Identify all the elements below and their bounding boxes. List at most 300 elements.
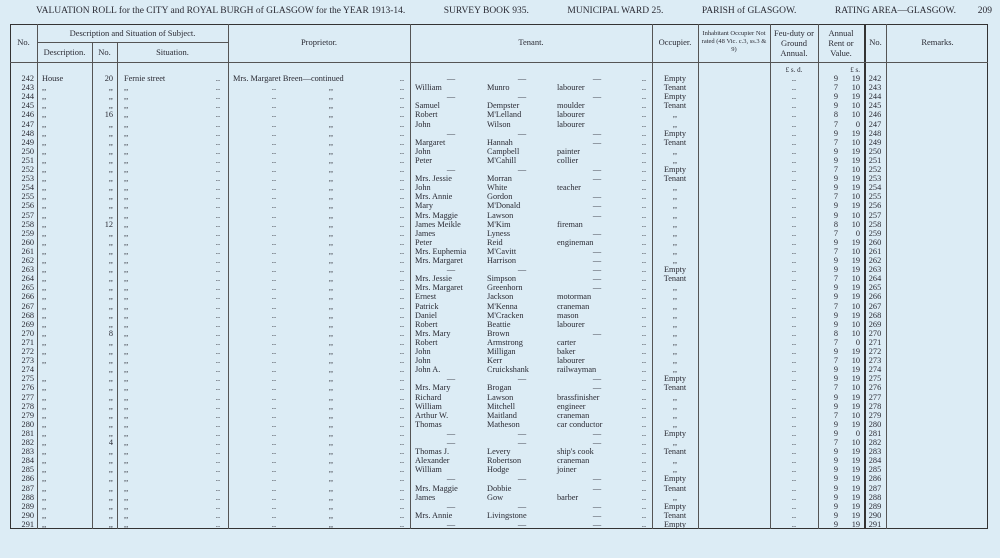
row-description: ,, xyxy=(42,283,47,293)
rent-shillings: 19 xyxy=(851,183,860,193)
tenant-end-dots: .. xyxy=(641,292,647,302)
header-tenant: Tenant. xyxy=(518,37,544,47)
tenant-first-name: Mrs. Euphemia xyxy=(415,246,467,256)
situation-dots: .. xyxy=(215,265,221,275)
row-number-right: 270 xyxy=(868,328,882,338)
row-street-number: ,, xyxy=(108,256,113,265)
proprietor-ditto: ,, xyxy=(328,438,334,447)
column-divider xyxy=(770,24,771,529)
row-occupier: ,, xyxy=(672,210,678,220)
tenant-first-name: John A. xyxy=(415,365,441,375)
row-number-right: 272 xyxy=(868,347,882,356)
row-number-right: 254 xyxy=(868,183,882,193)
tenant-surname: — xyxy=(517,128,527,138)
tenant-surname: Milligan xyxy=(487,347,516,356)
row-occupier: ,, xyxy=(672,438,678,447)
tenant-occupation: — xyxy=(592,328,602,338)
row-situation: ,, xyxy=(124,246,129,256)
row-description: ,, xyxy=(42,474,47,484)
proprietor-end-dots: .. xyxy=(399,246,405,256)
rent-pounds: 9 xyxy=(833,456,838,466)
rent-pounds: 7 xyxy=(833,383,838,393)
proprietor-dots: .. xyxy=(271,110,277,120)
rent-pounds: 7 xyxy=(833,337,838,347)
tenant-first-name: Robert xyxy=(415,337,438,347)
row-description: ,, xyxy=(42,410,47,420)
situation-dots: .. xyxy=(215,74,221,83)
proprietor-dots: .. xyxy=(271,174,277,184)
row-description: ,, xyxy=(42,428,47,438)
feu-dots: .. xyxy=(791,246,797,256)
rent-pounds: 9 xyxy=(833,292,838,302)
feu-dots: .. xyxy=(791,165,797,174)
row-number-right: 256 xyxy=(868,201,882,211)
rent-shillings: 19 xyxy=(851,501,860,511)
rent-pounds: 8 xyxy=(833,219,838,229)
row-situation: ,, xyxy=(124,456,129,466)
row-description: ,, xyxy=(42,392,47,402)
row-street-number: ,, xyxy=(108,456,113,466)
tenant-occupation: — xyxy=(592,428,602,438)
row-situation: ,, xyxy=(124,146,129,156)
row-number-right: 275 xyxy=(868,374,882,384)
proprietor-ditto: ,, xyxy=(328,265,334,275)
page-number: 209 xyxy=(977,6,992,16)
tenant-occupation: — xyxy=(592,201,602,211)
feu-dots: .. xyxy=(791,219,797,229)
situation-dots: .. xyxy=(215,410,221,420)
rent-shillings: 10 xyxy=(851,137,860,147)
rent-pounds: 9 xyxy=(833,92,838,102)
tenant-surname: Gordon xyxy=(487,192,513,202)
rent-pounds: 8 xyxy=(833,110,838,120)
header-description-group: Description and Situation of Subject. xyxy=(69,28,196,38)
row-occupier: ,, xyxy=(672,237,678,247)
row-street-number: ,, xyxy=(108,155,113,165)
tenant-occupation: joiner xyxy=(557,465,577,475)
proprietor-end-dots: .. xyxy=(399,256,405,265)
tenant-end-dots: .. xyxy=(641,174,647,184)
tenant-end-dots: .. xyxy=(641,219,647,229)
feu-dots: .. xyxy=(791,256,797,265)
feu-dots: .. xyxy=(791,501,797,511)
row-street-number: ,, xyxy=(108,174,113,184)
feu-dots: .. xyxy=(791,237,797,247)
tenant-first-name: Richard xyxy=(415,392,442,402)
proprietor-end-dots: .. xyxy=(399,419,405,429)
proprietor-ditto: ,, xyxy=(328,419,334,429)
tenant-end-dots: .. xyxy=(641,83,647,93)
title-survey-book: SURVEY BOOK 935. xyxy=(443,6,529,16)
proprietor-dots: .. xyxy=(271,392,277,402)
proprietor-end-dots: .. xyxy=(399,383,405,393)
tenant-surname: Hannah xyxy=(487,137,513,147)
tenant-first-name: Mrs. Maggie xyxy=(415,483,458,493)
feu-dots: .. xyxy=(791,374,797,384)
tenant-first-name: Mrs. Annie xyxy=(415,510,453,520)
situation-dots: .. xyxy=(215,301,221,311)
tenant-occupation: ship's cook xyxy=(557,447,594,457)
tenant-occupation: labourer xyxy=(557,110,585,120)
feu-dots: .. xyxy=(791,383,797,393)
feu-dots: .. xyxy=(791,137,797,147)
proprietor-end-dots: .. xyxy=(399,92,405,102)
rent-shillings: 19 xyxy=(851,174,860,184)
tenant-occupation: — xyxy=(592,483,602,493)
tenant-occupation: fireman xyxy=(557,219,583,229)
row-number: 255 xyxy=(21,192,34,202)
title-rating-area: RATING AREA—GLASGOW. xyxy=(834,6,956,16)
row-situation: ,, xyxy=(124,319,129,329)
rent-pounds: 7 xyxy=(833,192,838,202)
row-number-right: 288 xyxy=(868,492,882,502)
situation-dots: .. xyxy=(215,92,221,102)
column-divider xyxy=(37,24,38,529)
tenant-surname: — xyxy=(517,428,527,438)
row-description: ,, xyxy=(42,447,47,457)
row-number: 243 xyxy=(21,83,34,93)
header-feu-duty: Feu-duty or Ground Annual. xyxy=(774,28,814,58)
row-number-right: 247 xyxy=(868,119,882,129)
row-description: ,, xyxy=(42,256,47,265)
row-occupier: ,, xyxy=(672,219,678,229)
proprietor-dots: .. xyxy=(271,83,277,93)
tenant-surname: — xyxy=(517,474,527,484)
rent-shillings: 10 xyxy=(851,410,860,420)
row-number: 264 xyxy=(21,274,34,284)
tenant-first-name: Mrs. Margaret xyxy=(415,256,463,265)
row-street-number: ,, xyxy=(108,283,113,293)
tenant-occupation: — xyxy=(592,256,602,265)
row-description: ,, xyxy=(42,301,47,311)
proprietor-ditto: ,, xyxy=(328,219,334,229)
proprietor-end-dots: .. xyxy=(399,274,405,284)
row-description: ,, xyxy=(42,465,47,475)
row-description: ,, xyxy=(42,438,47,447)
situation-dots: .. xyxy=(215,447,221,457)
row-occupier: ,, xyxy=(672,228,678,238)
tenant-occupation: motorman xyxy=(557,292,592,302)
proprietor-ditto: ,, xyxy=(328,137,334,147)
feu-dots: .. xyxy=(791,146,797,156)
row-description: ,, xyxy=(42,146,47,156)
feu-dots: .. xyxy=(791,265,797,275)
row-occupier: ,, xyxy=(672,401,678,411)
feu-dots: .. xyxy=(791,474,797,484)
rent-shillings: 10 xyxy=(851,274,860,284)
tenant-occupation: craneman xyxy=(557,301,590,311)
row-situation: ,, xyxy=(124,192,129,202)
proprietor-end-dots: .. xyxy=(399,228,405,238)
row-number: 290 xyxy=(21,510,34,520)
row-number: 291 xyxy=(21,519,34,529)
rent-shillings: 19 xyxy=(851,401,860,411)
tenant-end-dots: .. xyxy=(641,210,647,220)
tenant-first-name: Daniel xyxy=(415,310,438,320)
row-description: ,, xyxy=(42,310,47,320)
tenant-surname: Hodge xyxy=(487,465,510,475)
row-number: 267 xyxy=(21,301,34,311)
tenant-occupation: — xyxy=(592,92,602,102)
proprietor-dots: .. xyxy=(271,92,277,102)
row-situation: ,, xyxy=(124,237,129,247)
proprietor-ditto: ,, xyxy=(328,428,334,438)
situation-dots: .. xyxy=(215,228,221,238)
proprietor-end-dots: .. xyxy=(399,347,405,356)
tenant-first-name: Mrs. Mary xyxy=(415,383,451,393)
tenant-end-dots: .. xyxy=(641,274,647,284)
row-situation: ,, xyxy=(124,401,129,411)
rent-shillings: 19 xyxy=(851,92,860,102)
proprietor-end-dots: .. xyxy=(399,474,405,484)
tenant-end-dots: .. xyxy=(641,428,647,438)
situation-dots: .. xyxy=(215,183,221,193)
row-street-number: ,, xyxy=(108,210,113,220)
proprietor-end-dots: .. xyxy=(399,310,405,320)
row-situation: ,, xyxy=(124,119,129,129)
row-situation: ,, xyxy=(124,256,129,265)
rent-shillings: 19 xyxy=(851,310,860,320)
rent-shillings: 19 xyxy=(851,392,860,402)
row-situation: ,, xyxy=(124,228,129,238)
tenant-end-dots: .. xyxy=(641,510,647,520)
row-number: 260 xyxy=(21,237,34,247)
proprietor-end-dots: .. xyxy=(399,374,405,384)
row-description: ,, xyxy=(42,374,47,384)
proprietor-ditto: ,, xyxy=(328,310,334,320)
proprietor-dots: .. xyxy=(271,292,277,302)
row-street-number: ,, xyxy=(108,246,113,256)
row-situation: ,, xyxy=(124,155,129,165)
row-description: House xyxy=(42,74,64,83)
header-inhabitant-occupier: Inhabitant Occupier Not rated (48 Vic. c.3, ss.3 & 9) xyxy=(701,30,767,53)
proprietor-end-dots: .. xyxy=(399,510,405,520)
proprietor-ditto: ,, xyxy=(328,392,334,402)
row-number-right: 278 xyxy=(868,401,882,411)
proprietor-dots: .. xyxy=(271,356,277,366)
tenant-surname: — xyxy=(517,501,527,511)
row-situation: ,, xyxy=(124,465,129,475)
rent-pounds: 9 xyxy=(833,256,838,265)
row-description: ,, xyxy=(42,501,47,511)
row-street-number: ,, xyxy=(108,383,113,393)
feu-dots: .. xyxy=(791,483,797,493)
situation-dots: .. xyxy=(215,365,221,375)
header-no: No. xyxy=(17,37,30,47)
tenant-first-name: — xyxy=(446,128,456,138)
proprietor-end-dots: .. xyxy=(399,465,405,475)
proprietor-end-dots: .. xyxy=(399,401,405,411)
tenant-end-dots: .. xyxy=(641,165,647,174)
rent-shillings: 19 xyxy=(851,365,860,375)
tenant-occupation: — xyxy=(592,274,602,284)
row-number: 286 xyxy=(21,474,34,484)
proprietor-dots: .. xyxy=(271,265,277,275)
situation-dots: .. xyxy=(215,128,221,138)
row-number: 262 xyxy=(21,256,34,265)
feu-dots: .. xyxy=(791,174,797,184)
rent-pounds: 9 xyxy=(833,201,838,211)
row-street-number: ,, xyxy=(108,292,113,302)
row-occupier: Empty xyxy=(663,165,687,174)
feu-dots: .. xyxy=(791,410,797,420)
rent-pounds: 9 xyxy=(833,101,838,111)
tenant-end-dots: .. xyxy=(641,119,647,129)
row-street-number: 12 xyxy=(104,219,113,229)
feu-dots: .. xyxy=(791,74,797,83)
feu-units: £ s. d. xyxy=(785,66,803,74)
tenant-occupation: — xyxy=(592,246,602,256)
row-occupier: Empty xyxy=(663,128,687,138)
header-divider xyxy=(10,62,988,63)
rent-pounds: 9 xyxy=(833,419,838,429)
proprietor-ditto: ,, xyxy=(328,383,334,393)
rent-shillings: 19 xyxy=(851,237,860,247)
row-street-number: ,, xyxy=(108,265,113,275)
proprietor-dots: .. xyxy=(271,301,277,311)
proprietor-end-dots: .. xyxy=(399,492,405,502)
situation-dots: .. xyxy=(215,483,221,493)
row-number-right: 268 xyxy=(868,310,882,320)
title-parish: PARISH of GLASGOW. xyxy=(701,6,797,16)
rent-pounds: 9 xyxy=(833,319,838,329)
row-situation: ,, xyxy=(124,428,129,438)
tenant-occupation: teacher xyxy=(557,183,581,193)
situation-dots: .. xyxy=(215,201,221,211)
rent-shillings: 10 xyxy=(851,319,860,329)
tenant-occupation: mason xyxy=(557,310,579,320)
rent-shillings: 0 xyxy=(855,228,860,238)
proprietor-dots: .. xyxy=(271,165,277,174)
tenant-end-dots: .. xyxy=(641,183,647,193)
proprietor-end-dots: .. xyxy=(399,110,405,120)
tenant-surname: Lyness xyxy=(487,228,511,238)
tenant-first-name: John xyxy=(415,347,431,356)
tenant-end-dots: .. xyxy=(641,438,647,447)
row-occupier: ,, xyxy=(672,328,678,338)
row-occupier: ,, xyxy=(672,283,678,293)
row-number: 273 xyxy=(21,356,34,366)
rent-pounds: 9 xyxy=(833,74,838,83)
row-situation: ,, xyxy=(124,501,129,511)
row-description: ,, xyxy=(42,328,47,338)
rent-shillings: 0 xyxy=(855,119,860,129)
proprietor-ditto: ,, xyxy=(328,146,334,156)
row-occupier: ,, xyxy=(672,319,678,329)
header-remarks: Remarks. xyxy=(921,37,954,47)
tenant-end-dots: .. xyxy=(641,447,647,457)
row-description: ,, xyxy=(42,510,47,520)
feu-dots: .. xyxy=(791,119,797,129)
row-number: 276 xyxy=(21,383,34,393)
rent-pounds: 9 xyxy=(833,283,838,293)
proprietor-dots: .. xyxy=(271,155,277,165)
rent-pounds: 9 xyxy=(833,237,838,247)
proprietor-ditto: ,, xyxy=(328,119,334,129)
row-occupier: Empty xyxy=(663,374,687,384)
row-street-number: ,, xyxy=(108,392,113,402)
proprietor-ditto: ,, xyxy=(328,174,334,184)
row-number-right: 258 xyxy=(868,219,882,229)
feu-dots: .. xyxy=(791,92,797,102)
row-street-number: ,, xyxy=(108,337,113,347)
proprietor-dots: .. xyxy=(271,483,277,493)
tenant-first-name: Thomas xyxy=(415,419,442,429)
rent-pounds: 9 xyxy=(833,465,838,475)
proprietor-ditto: ,, xyxy=(328,92,334,102)
tenant-end-dots: .. xyxy=(641,74,647,83)
tenant-surname: Lawson xyxy=(487,210,514,220)
rent-shillings: 19 xyxy=(851,201,860,211)
rent-pounds: 9 xyxy=(833,501,838,511)
proprietor-dots: .. xyxy=(271,310,277,320)
tenant-surname: M'Cavitt xyxy=(487,246,517,256)
row-number-right: 277 xyxy=(868,392,882,402)
row-description: ,, xyxy=(42,101,47,111)
row-description: ,, xyxy=(42,483,47,493)
row-number-right: 260 xyxy=(868,237,882,247)
proprietor-end-dots: .. xyxy=(399,183,405,193)
proprietor-end-dots: .. xyxy=(399,292,405,302)
tenant-end-dots: .. xyxy=(641,319,647,329)
row-number-right: 246 xyxy=(868,110,882,120)
tenant-occupation: labourer xyxy=(557,83,585,93)
tenant-occupation: — xyxy=(592,228,602,238)
proprietor-ditto: ,, xyxy=(328,183,334,193)
proprietor-dots: .. xyxy=(271,319,277,329)
row-number: 252 xyxy=(21,165,34,174)
proprietor-ditto: ,, xyxy=(328,274,334,284)
row-number-right: 243 xyxy=(868,83,882,93)
row-number: 265 xyxy=(21,283,34,293)
tenant-surname: — xyxy=(517,74,527,83)
tenant-end-dots: .. xyxy=(641,201,647,211)
row-description: ,, xyxy=(42,383,47,393)
rent-shillings: 10 xyxy=(851,328,860,338)
row-street-number: ,, xyxy=(108,510,113,520)
rent-shillings: 19 xyxy=(851,510,860,520)
proprietor-ditto: ,, xyxy=(328,474,334,484)
situation-dots: .. xyxy=(215,419,221,429)
rent-pounds: 9 xyxy=(833,347,838,356)
rent-pounds: 9 xyxy=(833,365,838,375)
tenant-occupation: — xyxy=(592,383,602,393)
row-number-right: 242 xyxy=(868,74,882,83)
tenant-surname: Mitchell xyxy=(487,401,516,411)
row-number-right: 271 xyxy=(868,337,882,347)
situation-dots: .. xyxy=(215,101,221,111)
tenant-occupation: craneman xyxy=(557,410,590,420)
tenant-surname: Brogan xyxy=(487,383,512,393)
row-occupier: ,, xyxy=(672,110,678,120)
tenant-first-name: — xyxy=(446,74,456,83)
row-occupier: ,, xyxy=(672,310,678,320)
rent-pounds: 7 xyxy=(833,246,838,256)
row-street-number: ,, xyxy=(108,483,113,493)
tenant-first-name: Alexander xyxy=(415,456,450,466)
row-street-number: ,, xyxy=(108,365,113,375)
tenant-end-dots: .. xyxy=(641,465,647,475)
situation-dots: .. xyxy=(215,210,221,220)
row-situation: ,, xyxy=(124,292,129,302)
feu-dots: .. xyxy=(791,328,797,338)
row-situation: ,, xyxy=(124,274,129,284)
row-number-right: 261 xyxy=(868,246,882,256)
rent-shillings: 19 xyxy=(851,292,860,302)
row-number: 279 xyxy=(21,410,34,420)
rent-pounds: 7 xyxy=(833,228,838,238)
row-description: ,, xyxy=(42,174,47,184)
